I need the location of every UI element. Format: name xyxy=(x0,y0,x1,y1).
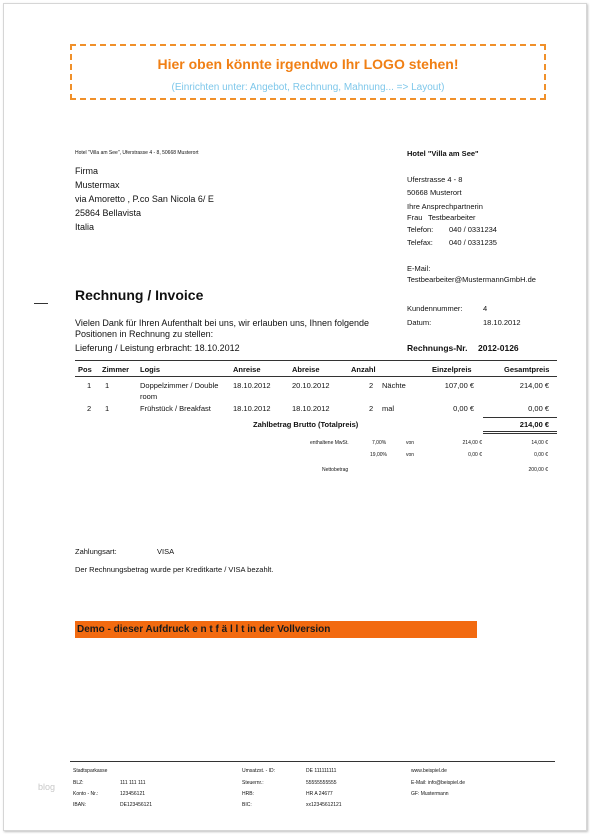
gross-top-rule xyxy=(483,417,557,418)
recipient-line1: Firma xyxy=(75,166,98,176)
row-logis: Doppelzimmer / Double xyxy=(140,381,219,390)
net-value: 200,00 € xyxy=(528,467,548,473)
row-total: 0,00 € xyxy=(528,404,549,413)
logo-placeholder xyxy=(70,44,546,100)
row-pos: 1 xyxy=(87,381,92,390)
contact-label: Ihre Ansprechpartnerin xyxy=(407,202,483,211)
col-room: Zimmer xyxy=(102,365,130,374)
delivery-line: Lieferung / Leistung erbracht: 18.10.2012 xyxy=(75,343,240,353)
footer-steuer-label: Steuernr.: xyxy=(242,780,264,786)
footer-hrb: HR A 24677 xyxy=(306,791,333,797)
row-arrival: 18.10.2012 xyxy=(233,404,271,413)
col-quantity: Anzahl xyxy=(351,365,376,374)
customer-number-value: 4 xyxy=(483,304,488,313)
footer-bic-label: BIC: xyxy=(242,802,252,808)
vat-of: von xyxy=(406,440,415,446)
logo-headline: Hier oben könnte irgendwo Ihr LOGO stehen! xyxy=(157,56,459,72)
contact-name: Testbearbeiter xyxy=(428,213,476,222)
row-room: 1 xyxy=(105,381,110,390)
intro-line1: Vielen Dank für Ihren Aufenthalt bei uns, wir erlauben uns, Ihnen folgende xyxy=(75,318,370,328)
gross-rule-1 xyxy=(483,431,557,432)
footer-gf: GF: Mustermann xyxy=(411,791,449,797)
fax-value: 040 / 0331235 xyxy=(449,238,497,247)
footer-iban-label: IBAN: xyxy=(73,802,87,808)
gross-label: Zahlbetrag Brutto (Totalpreis) xyxy=(253,420,359,429)
watermark: blog xyxy=(38,782,56,792)
footer-steuer: 55555555555 xyxy=(306,780,337,786)
vat-amount: 0,00 € xyxy=(534,452,548,458)
fax-label: Telefax: xyxy=(407,238,433,247)
hotel-name: Hotel "Villa am See" xyxy=(407,149,479,158)
footer-blz-label: BLZ: xyxy=(73,780,84,786)
col-departure: Abreise xyxy=(292,365,320,374)
sender-line: Hotel "Villa am See", Uferstrasse 4 - 8, 50668 Musterort xyxy=(75,150,199,156)
vat-base: 214,00 € xyxy=(462,440,482,446)
logo-hint: (Einrichten unter: Angebot, Rechnung, Mahnung... => Layout) xyxy=(171,82,445,93)
footer-bank-name: Stadtsparkasse xyxy=(73,768,108,774)
date-label: Datum: xyxy=(407,318,432,327)
footer-bic: xx12345612121 xyxy=(306,802,342,808)
row-unit-price: 107,00 € xyxy=(444,381,474,390)
footer-blz: 111 111 111 xyxy=(120,780,146,786)
invoice-title: Rechnung / Invoice xyxy=(75,287,204,303)
gross-value: 214,00 € xyxy=(519,420,549,429)
footer-rule xyxy=(70,761,555,762)
col-total: Gesamtpreis xyxy=(504,365,550,374)
date-value: 18.10.2012 xyxy=(483,318,521,327)
recipient-line3: via Amoretto , P.co San Nicola 6/ E xyxy=(75,194,214,204)
row-pos: 2 xyxy=(87,404,92,413)
vat-rate: 19,00% xyxy=(370,452,387,458)
email-label: E-Mail: xyxy=(407,264,431,273)
footer-ust-label: Umsatzst. - ID: xyxy=(242,768,276,774)
row-unit-price: 0,00 € xyxy=(453,404,474,413)
footer-email: E-Mail: info@beispiel.de xyxy=(411,780,465,786)
recipient-line5: Italia xyxy=(75,222,95,232)
vat-amount: 14,00 € xyxy=(531,440,548,446)
hotel-street: Uferstrasse 4 - 8 xyxy=(407,175,463,184)
demo-banner: Demo - dieser Aufdruck e n t f ä l l t in der Vollversion xyxy=(75,621,477,638)
recipient-line2: Mustermax xyxy=(75,180,120,190)
phone-label: Telefon: xyxy=(407,225,434,234)
table-header-rule xyxy=(75,376,557,377)
vat-rate: 7,00% xyxy=(372,440,387,446)
vat-base: 0,00 € xyxy=(468,452,482,458)
vat-of: von xyxy=(406,452,415,458)
contact-salutation: Frau xyxy=(407,213,423,222)
footer-hrb-label: HRB: xyxy=(242,791,254,797)
row-logis: Frühstück / Breakfast xyxy=(140,404,211,413)
col-unit-price: Einzelpreis xyxy=(432,365,472,374)
recipient-line4: 25864 Bellavista xyxy=(75,208,142,218)
row-unit-label: mal xyxy=(382,404,395,413)
gross-rule-2 xyxy=(483,433,557,434)
footer-web: www.beispiel.de xyxy=(411,768,447,774)
vat-label: enthaltene MwSt. xyxy=(310,440,349,446)
row-unit-label: Nächte xyxy=(382,381,406,390)
customer-number-label: Kundennummer: xyxy=(407,304,463,313)
row-arrival: 18.10.2012 xyxy=(233,381,271,390)
phone-value: 040 / 0331234 xyxy=(449,225,497,234)
payment-method: VISA xyxy=(157,547,175,556)
row-departure: 18.10.2012 xyxy=(292,404,330,413)
table-top-rule xyxy=(75,360,557,361)
hotel-city: 50668 Musterort xyxy=(407,188,462,197)
footer-konto: 123456121 xyxy=(120,791,146,797)
email-value: Testbearbeiter@MustermannGmbH.de xyxy=(407,275,536,284)
intro-line2: Positionen in Rechnung zu stellen: xyxy=(75,329,214,339)
footer-ust: DE 111111111 xyxy=(306,768,337,774)
payment-label: Zahlungsart: xyxy=(75,547,117,556)
footer-iban: DE123456121 xyxy=(120,802,152,808)
fold-mark xyxy=(34,303,48,304)
payment-note: Der Rechnungsbetrag wurde per Kreditkarte / VISA bezahlt. xyxy=(75,565,274,574)
row-room: 1 xyxy=(105,404,110,413)
row-qty: 2 xyxy=(369,404,374,413)
row-total: 214,00 € xyxy=(519,381,549,390)
col-arrival: Anreise xyxy=(233,365,261,374)
footer-konto-label: Konto - Nr.: xyxy=(73,791,99,797)
col-logis: Logis xyxy=(140,365,160,374)
invoice-number-label: Rechnungs-Nr. xyxy=(407,343,468,353)
row-logis-cont: room xyxy=(140,392,158,401)
row-departure: 20.10.2012 xyxy=(292,381,330,390)
row-qty: 2 xyxy=(369,381,374,390)
net-label: Nettobetrag xyxy=(322,467,349,473)
col-pos: Pos xyxy=(78,365,92,374)
invoice-number-value: 2012-0126 xyxy=(478,343,519,353)
